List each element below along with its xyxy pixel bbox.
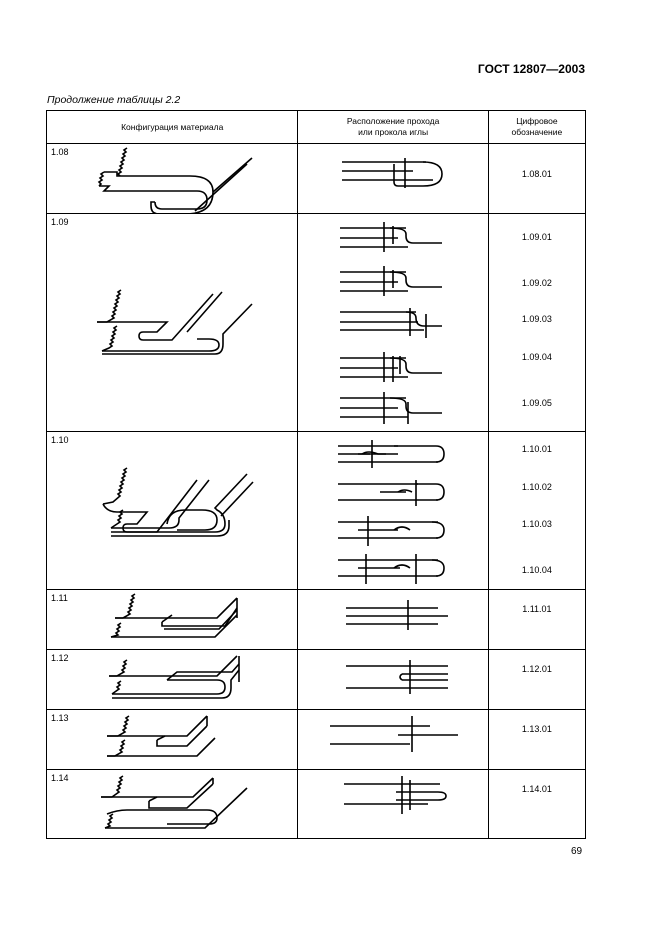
needle-symbol [298, 650, 488, 709]
needle-symbol [298, 770, 488, 838]
header-material-configuration: Конфигурация материала [47, 111, 298, 144]
code-label: 1.09.02 [521, 278, 552, 288]
row-number: 1.08 [51, 147, 69, 157]
codes-cell [488, 650, 585, 710]
code-label: 1.09.04 [521, 352, 552, 362]
needle-position-cell [298, 590, 488, 650]
codes-cell [488, 590, 585, 650]
codes-cell [488, 710, 585, 770]
material-fold-drawing [47, 590, 298, 649]
row-number: 1.10 [51, 435, 69, 445]
table-row [47, 770, 586, 839]
table-row [47, 144, 586, 214]
material-fold-drawing [47, 214, 298, 431]
material-configuration-cell [47, 590, 298, 650]
header-needle-position-text: Расположение прохода или прокола иглы [346, 116, 440, 137]
table-header-row [47, 111, 586, 144]
table-row [47, 590, 586, 650]
code-label: 1.14.01 [521, 784, 552, 794]
code-label: 1.09.03 [521, 314, 552, 324]
material-configuration-cell [47, 214, 298, 432]
needle-position-cell [298, 432, 488, 590]
table-caption: Продолжение таблицы 2.2 [47, 94, 181, 106]
needle-position-cell [298, 214, 488, 432]
material-fold-drawing [47, 770, 298, 838]
material-configuration-cell [47, 770, 298, 839]
needle-symbol [298, 590, 488, 649]
code-label: 1.09.01 [521, 232, 552, 242]
code-label: 1.09.05 [521, 398, 552, 408]
material-fold-drawing [47, 432, 298, 589]
codes-cell [488, 144, 585, 214]
table-row [47, 710, 586, 770]
needle-position-cell [298, 770, 488, 839]
needle-position-cell [298, 144, 488, 214]
codes-cell [488, 432, 585, 590]
needle-symbol [298, 214, 488, 431]
stitch-table [46, 110, 586, 839]
material-fold-drawing [47, 710, 298, 769]
standard-designation: ГОСТ 12807—2003 [477, 62, 585, 76]
needle-position-cell [298, 710, 488, 770]
material-fold-drawing [47, 144, 298, 213]
table-row [47, 650, 586, 710]
material-configuration-cell [47, 710, 298, 770]
row-number: 1.09 [51, 217, 69, 227]
needle-position-cell [298, 650, 488, 710]
material-configuration-cell [47, 144, 298, 214]
header-digital-designation-text: Цифровое обозначение [511, 116, 563, 137]
code-label: 1.10.01 [521, 444, 552, 454]
code-label: 1.12.01 [521, 664, 552, 674]
needle-symbol [298, 144, 488, 213]
needle-symbol [298, 432, 488, 589]
code-label: 1.10.04 [521, 565, 552, 575]
row-number: 1.13 [51, 713, 69, 723]
codes-cell [488, 770, 585, 839]
header-digital-designation [488, 111, 585, 144]
row-number: 1.11 [51, 593, 68, 603]
needle-symbol [298, 710, 488, 769]
codes-cell [488, 214, 585, 432]
material-configuration-cell [47, 650, 298, 710]
row-number: 1.14 [51, 773, 69, 783]
code-label: 1.13.01 [521, 724, 552, 734]
code-label: 1.11.01 [522, 604, 552, 614]
header-needle-position [298, 111, 488, 144]
page-number: 69 [571, 846, 583, 857]
code-label: 1.10.03 [521, 519, 552, 529]
row-number: 1.12 [51, 653, 69, 663]
code-label: 1.08.01 [521, 169, 552, 179]
table-row [47, 432, 586, 590]
table-row [47, 214, 586, 432]
material-fold-drawing [47, 650, 298, 709]
material-configuration-cell [47, 432, 298, 590]
code-label: 1.10.02 [521, 482, 552, 492]
